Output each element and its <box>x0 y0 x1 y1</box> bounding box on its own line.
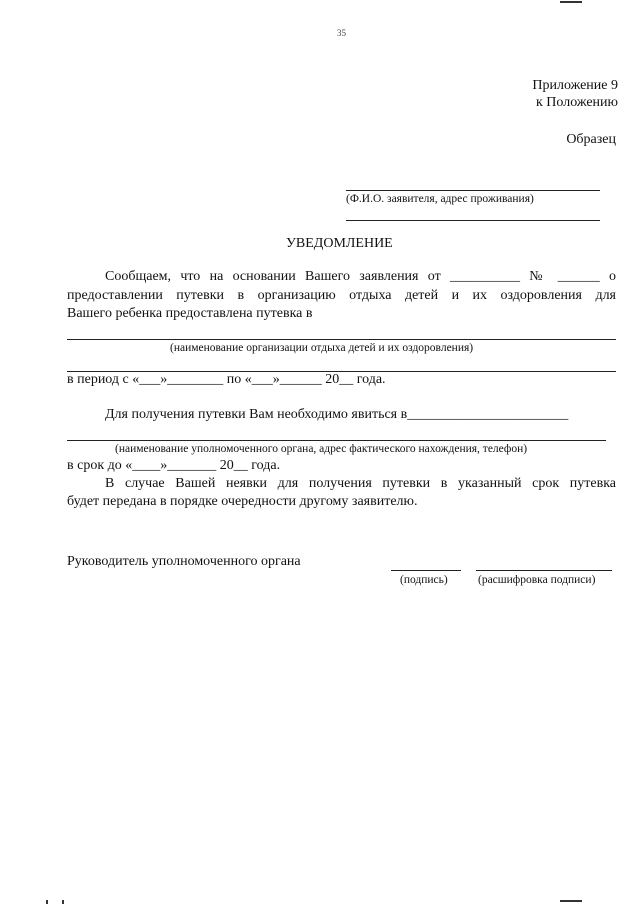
signature-decode-caption: (расшифровка подписи) <box>478 574 596 586</box>
body-line-2: предоставлении путевки в организацию отдыха детей и их оздоровления для <box>67 288 616 303</box>
appear-line: Для получения путевки Вам необходимо явиться в_______________________ <box>105 407 569 422</box>
failure-line-2: будет передана в порядке очередности другому заявителю. <box>67 494 418 509</box>
document-title: УВЕДОМЛЕНИЕ <box>286 236 393 251</box>
signature-decode-line <box>476 570 612 571</box>
organization-line <box>67 339 616 340</box>
body-line-1: Сообщаем, что на основании Вашего заявления от __________ № ______ о <box>105 269 616 284</box>
authority-line <box>67 440 606 441</box>
applicant-address-line <box>346 220 600 221</box>
signature-line <box>391 570 461 571</box>
deadline-line: в срок до «____»_______ 20__ года. <box>67 458 281 473</box>
scan-mark-bottom-left-2 <box>62 900 64 904</box>
body-line-3: Вашего ребенка предоставлена путевка в <box>67 306 313 321</box>
applicant-caption: (Ф.И.О. заявителя, адрес проживания) <box>346 193 534 205</box>
authority-caption: (наименование уполномоченного органа, адрес фактического нахождения, телефон) <box>115 443 528 455</box>
organization-caption: (наименование организации отдыха детей и их оздоровления) <box>170 342 474 354</box>
applicant-name-line <box>346 190 600 191</box>
page-number: 35 <box>337 28 346 38</box>
appendix-line1: Приложение 9 <box>532 78 618 93</box>
appendix-line2: к Положению <box>535 95 618 110</box>
signature-caption: (подпись) <box>400 574 448 586</box>
failure-line-1: В случае Вашей неявки для получения путевки в указанный срок путевка <box>105 476 616 491</box>
scan-mark-bottom-left <box>46 900 48 904</box>
sample-label: Образец <box>566 132 616 147</box>
head-of-authority-label: Руководитель уполномоченного органа <box>67 554 301 569</box>
scan-mark-top <box>560 1 582 3</box>
period-line: в период с «___»________ по «___»______ 20__ года. <box>67 372 386 387</box>
scan-mark-bottom-right <box>560 900 582 902</box>
